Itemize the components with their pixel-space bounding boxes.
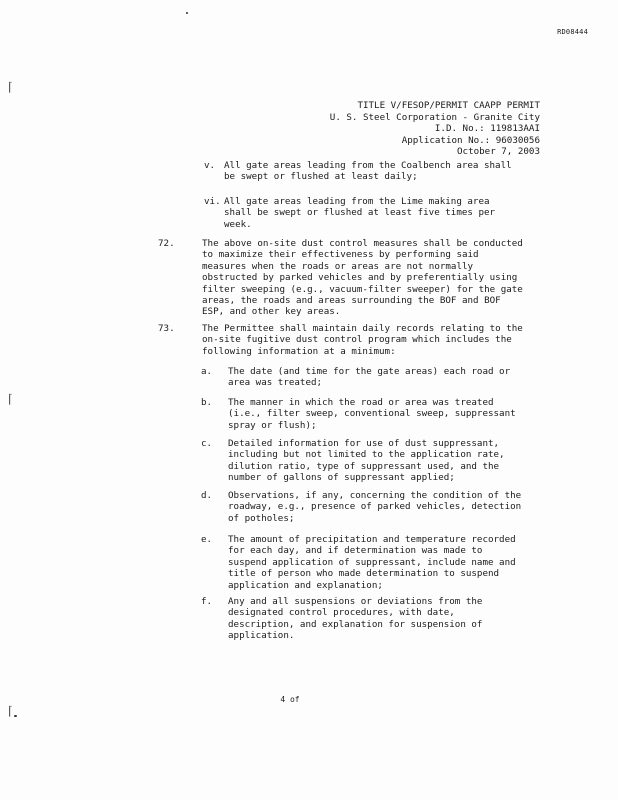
text-line: Detailed information for use of dust suppressant, <box>228 438 500 449</box>
list-item-text <box>228 438 505 484</box>
paragraph-number: 73. <box>158 323 175 334</box>
text-line: for each day, and if determination was made to <box>228 545 483 557</box>
sub-item-text <box>224 196 495 230</box>
paragraph-text <box>202 238 523 318</box>
list-item-marker: e. <box>201 534 213 545</box>
text-line: suspend application of suppressant, include name and <box>228 556 516 568</box>
text-line: (i.e., filter sweep, conventional sweep, suppressant <box>228 408 516 420</box>
list-item-marker: c. <box>201 438 213 449</box>
scan-speck <box>14 715 17 717</box>
text-line: ESP, and other key areas. <box>202 306 341 318</box>
text-line: be swept or flushed at least daily; <box>224 171 418 183</box>
header-company: U. S. Steel Corporation - Granite City <box>329 111 540 123</box>
punch-hole-mark-icon: ⌈ <box>8 80 13 94</box>
document-id: RD08444 <box>557 28 588 36</box>
text-line: The above on-site dust control measures shall be conducted <box>202 238 523 249</box>
punch-hole-mark-icon: ⌈ <box>8 704 13 718</box>
text-line: week. <box>224 218 252 230</box>
header-id-number: I.D. No.: 119813AAI <box>434 123 540 135</box>
text-line: title of person who made determination to suspend <box>228 568 500 580</box>
text-line: of potholes; <box>228 512 295 524</box>
list-item-text <box>228 490 521 524</box>
text-line: following information at a minimum: <box>202 345 396 357</box>
permit-header <box>330 100 540 158</box>
text-line: All gate areas leading from the Coalbench area shall <box>224 160 512 171</box>
punch-hole-mark-icon: ⌈ <box>8 392 13 406</box>
paragraph-text <box>202 323 523 357</box>
text-line: spray or flush); <box>228 419 317 431</box>
list-item-marker: a. <box>201 366 213 377</box>
sub-item-marker: v. <box>204 160 216 171</box>
text-line: description, and explanation for suspension of <box>228 618 483 630</box>
text-line: including but not limited to the application rate, <box>228 449 505 461</box>
text-line: application. <box>228 630 295 642</box>
sub-item-marker: vi. <box>204 196 221 207</box>
text-line: The amount of precipitation and temperature recorded <box>228 534 516 545</box>
text-line: shall be swept or flushed at least five times per <box>224 207 496 219</box>
paragraph-number: 72. <box>158 238 175 249</box>
text-line: obstructed by parked vehicles and by preferentially using <box>202 272 518 284</box>
text-line: Any and all suspensions or deviations from the <box>228 596 483 607</box>
text-line: dilution ratio, type of suppressant used, and the <box>228 460 500 472</box>
text-line: designated control procedures, with date, <box>228 607 455 619</box>
list-item-text <box>228 534 516 591</box>
text-line: The Permittee shall maintain daily records relating to the <box>202 323 523 334</box>
text-line: All gate areas leading from the Lime making area <box>224 196 490 207</box>
header-application-number: Application No.: 96030056 <box>401 134 540 146</box>
text-line: to maximize their effectiveness by performing said <box>202 249 479 261</box>
list-item-text <box>228 366 510 389</box>
list-item-marker: f. <box>201 596 213 607</box>
sub-item-text <box>224 160 512 183</box>
text-line: application and explanation; <box>228 579 383 591</box>
text-line: The manner in which the road or area was treated <box>228 397 494 408</box>
scan-speck <box>186 12 188 14</box>
text-line: number of gallons of suppressant applied; <box>228 472 455 484</box>
header-title: TITLE V/FESOP/PERMIT CAAPP PERMIT <box>357 100 540 111</box>
text-line: The date (and time for the gate areas) each road or <box>228 366 511 377</box>
list-item-marker: d. <box>201 490 213 501</box>
list-item-text <box>228 596 482 642</box>
list-item-text <box>228 397 516 431</box>
text-line: filter sweeping (e.g., vacuum-filter sweeper) for the gate <box>202 283 523 295</box>
text-line: on-site fugitive dust control program which includes the <box>202 334 512 346</box>
text-line: measures when the roads or areas are not normally <box>202 260 474 272</box>
header-date: October 7, 2003 <box>457 146 540 158</box>
text-line: areas, the roads and areas surrounding the BOF and BOF <box>202 295 501 307</box>
page-number: 4 of <box>280 695 300 704</box>
text-line: area was treated; <box>228 377 323 389</box>
text-line: roadway, e.g., presence of parked vehicles, detection <box>228 501 522 513</box>
text-line: Observations, if any, concerning the condition of the <box>228 490 522 501</box>
list-item-marker: b. <box>201 397 213 408</box>
